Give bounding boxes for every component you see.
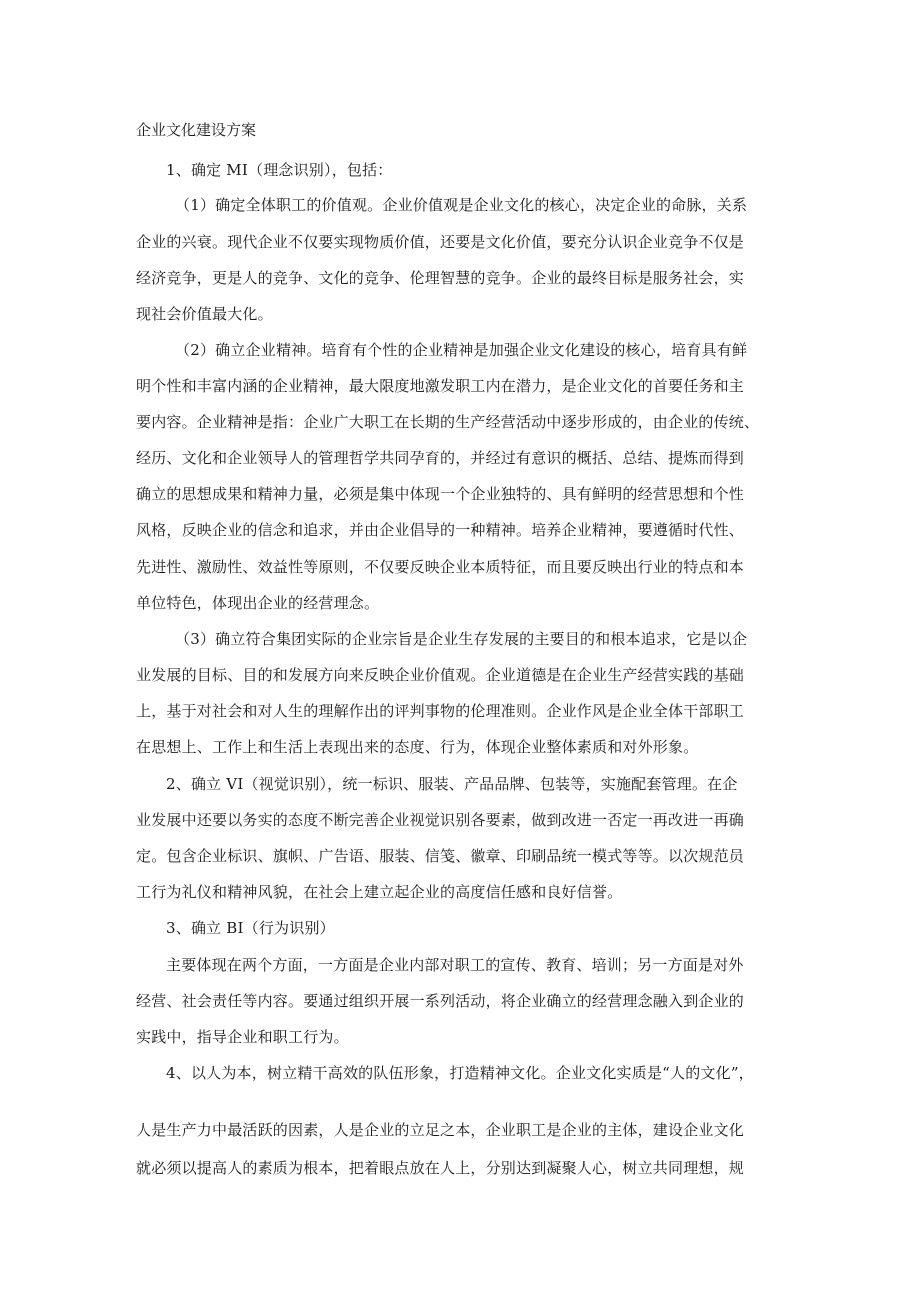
paragraph-line: （3）确立符合集团实际的企业宗旨是企业生存发展的主要目的和根本追求，它是以企 [175, 630, 748, 648]
heading-bi: 3、确立 BI（行为识别） [166, 919, 335, 937]
paragraph-line: 经历、文化和企业领导人的管理哲学共同孕育的，并经过有意识的概括、总结、提炼而得到 [136, 449, 745, 467]
paragraph-line: 就必须以提高人的素质为根本，把着眼点放在人上，分别达到凝聚人心，树立共同理想，规 [136, 1159, 745, 1177]
paragraph-line: 业发展中还要以务实的态度不断完善企业视觉识别各要素，做到改进一否定一再改进一再确 [136, 811, 745, 829]
paragraph-line: 经济竞争，更是人的竞争、文化的竞争、伦理智慧的竞争。企业的最终目标是服务社会，实 [136, 269, 745, 287]
paragraph-line: 实践中，指导企业和职工行为。 [136, 1028, 349, 1046]
paragraph-line: 确立的思想成果和精神力量，必须是集中体现一个企业独特的、具有鲜明的经营思想和个性 [136, 485, 745, 503]
paragraph-line: 经营、社会责任等内容。要通过组织开展一系列活动，将企业确立的经营理念融入到企业的 [136, 992, 745, 1010]
paragraph-line: 企业的兴衰。现代企业不仅要实现物质价值，还要是文化价值，要充分认识企业竞争不仅是 [136, 233, 745, 251]
paragraph-line: 业发展的目标、目的和发展方向来反映企业价值观。企业道德是在企业生产经营实践的基础 [136, 666, 745, 684]
paragraph-line: 上，基于对社会和对人生的理解作出的评判事物的伦理准则。企业作风是企业全体干部职工 [136, 702, 745, 720]
heading-people: 4、以人为本，树立精干高效的队伍形象，打造精神文化。企业文化实质是“人的文化”， [166, 1064, 754, 1082]
heading-vi: 2、确立 VI（视觉识别），统一标识、服装、产品品牌、包装等，实施配套管理。在企 [166, 775, 738, 793]
document-title: 企业文化建设方案 [136, 121, 257, 139]
paragraph-line: （1）确定全体职工的价值观。企业价值观是企业文化的核心，决定企业的命脉，关系 [175, 196, 748, 214]
paragraph-line: 人是生产力中最活跃的因素，人是企业的立足之本，企业职工是企业的主体，建设企业文化 [136, 1121, 745, 1139]
paragraph-line: 定。包含企业标识、旗帜、广告语、服装、信笺、徽章、印刷品统一模式等等。以次规范员 [136, 847, 745, 865]
paragraph-line: 单位特色，体现出企业的经营理念。 [136, 594, 380, 612]
paragraph-line: 主要体现在两个方面，一方面是企业内部对职工的宣传、教育、培训；另一方面是对外 [166, 956, 744, 974]
paragraph-line: 要内容。企业精神是指：企业广大职工在长期的生产经营活动中逐步形成的，由企业的传统、 [136, 413, 760, 431]
paragraph-line: 明个性和丰富内涵的企业精神，最大限度地激发职工内在潜力，是企业文化的首要任务和主 [136, 377, 745, 395]
paragraph-line: 工行为礼仪和精神风貌，在社会上建立起企业的高度信任感和良好信誉。 [136, 883, 623, 901]
paragraph-line: （2）确立企业精神。培育有个性的企业精神是加强企业文化建设的核心，培育具有鲜 [175, 341, 748, 359]
heading-mi: 1、确定 MI（理念识别），包括： [166, 161, 393, 179]
paragraph-line: 现社会价值最大化。 [136, 305, 273, 323]
paragraph-line: 风格，反映企业的信念和追求，并由企业倡导的一种精神。培养企业精神，要遵循时代性、 [136, 521, 745, 539]
paragraph-line: 先进性、激励性、效益性等原则，不仅要反映企业本质特征，而且要反映出行业的特点和本 [136, 558, 745, 576]
paragraph-line: 在思想上、工作上和生活上表现出来的态度、行为，体现企业整体素质和对外形象。 [136, 738, 699, 756]
